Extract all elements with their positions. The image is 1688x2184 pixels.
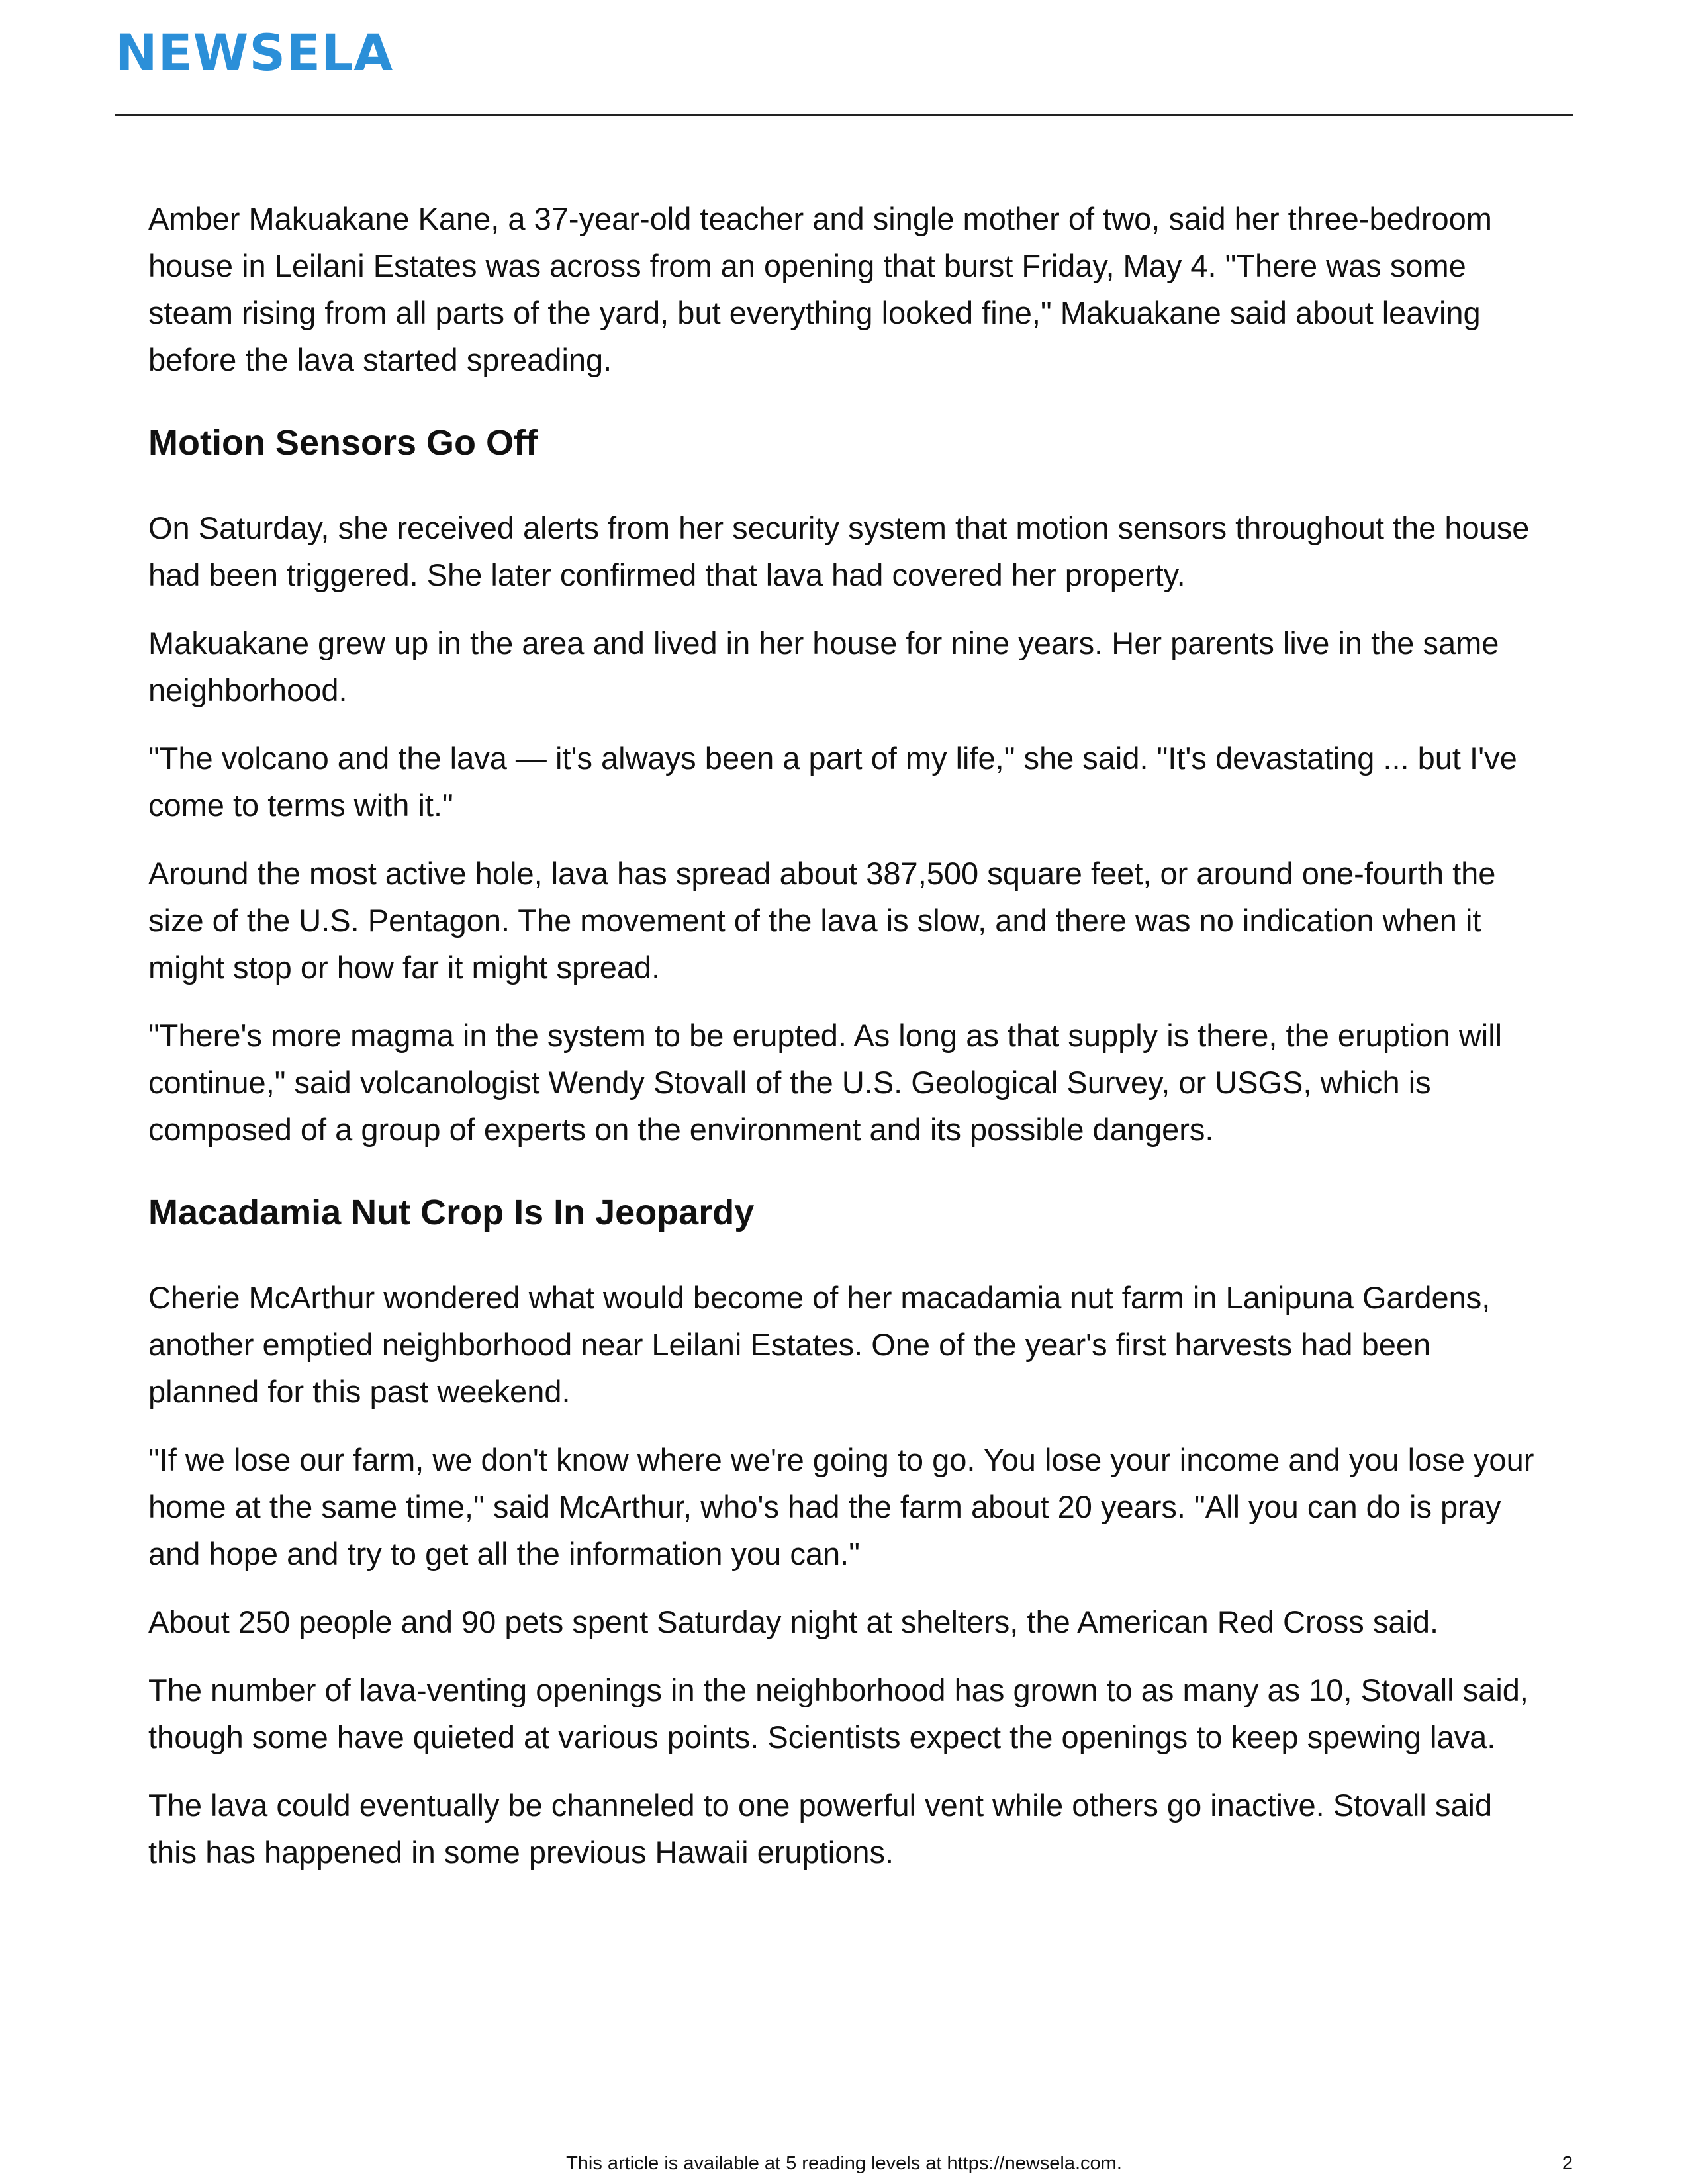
header-divider <box>115 114 1573 116</box>
newsela-logo: NEWSELA <box>115 23 394 82</box>
page-number: 2 <box>1562 2153 1573 2174</box>
intro-paragraph: Amber Makuakane Kane, a 37-year-old teacher and single mother of two, said her three-bedroom house in Leilani Estates was across from an opening that burst Friday, May 4. "There was some steam rising from all parts of the yard, but everything looked fine," Makuakane said about leaving before the lava started spreading. <box>148 201 1492 377</box>
paragraph: The lava could eventually be channeled to one powerful vent while others go inactive. Stovall said this has happened in some previous Hawaii eruptions. <box>148 1787 1493 1870</box>
paragraph: The number of lava-venting openings in the neighborhood has grown to as many as 10, Stovall said, though some have quieted at various points. Scientists expect the openings to keep spewing lava. <box>148 1672 1528 1754</box>
paragraph: "There's more magma in the system to be erupted. As long as that supply is there, the eruption will continue," said volcanologist Wendy Stovall of the U.S. Geological Survey, or USGS, which is composed of a group of experts on the environment and its possible dangers. <box>148 1017 1503 1147</box>
paragraph: "If we lose our farm, we don't know where we're going to go. You lose your income and you lose your home at the same time," said McArthur, who's had the farm about 20 years. "All you can do is pray and hope and try to get all the information you can." <box>148 1441 1534 1571</box>
paragraph: Cherie McArthur wondered what would become of her macadamia nut farm in Lanipuna Gardens, another emptied neighborhood near Leilani Estates. One of the year's first harvests had been planned for this past weekend. <box>148 1279 1491 1409</box>
article-body <box>148 195 1545 1897</box>
paragraph: Makuakane grew up in the area and lived in her house for nine years. Her parents live in the same neighborhood. <box>148 625 1499 707</box>
paragraph: On Saturday, she received alerts from her security system that motion sensors throughout the house had been triggered. She later confirmed that lava had covered her property. <box>148 510 1530 592</box>
section-heading-motion-sensors: Motion Sensors Go Off <box>148 423 538 463</box>
paragraph: Around the most active hole, lava has spread about 387,500 square feet, or around one-fourth the size of the U.S. Pentagon. The movement of the lava is slow, and there was no indication when it might stop or how far it might spread. <box>148 855 1496 985</box>
paragraph: About 250 people and 90 pets spent Saturday night at shelters, the American Red Cross said. <box>148 1604 1439 1639</box>
section-heading-macadamia: Macadamia Nut Crop Is In Jeopardy <box>148 1192 755 1232</box>
footer-availability-note: This article is available at 5 reading levels at https://newsela.com. <box>566 2153 1122 2174</box>
paragraph: "The volcano and the lava — it's always been a part of my life," she said. "It's devastating ... but I've come to terms with it." <box>148 740 1517 823</box>
